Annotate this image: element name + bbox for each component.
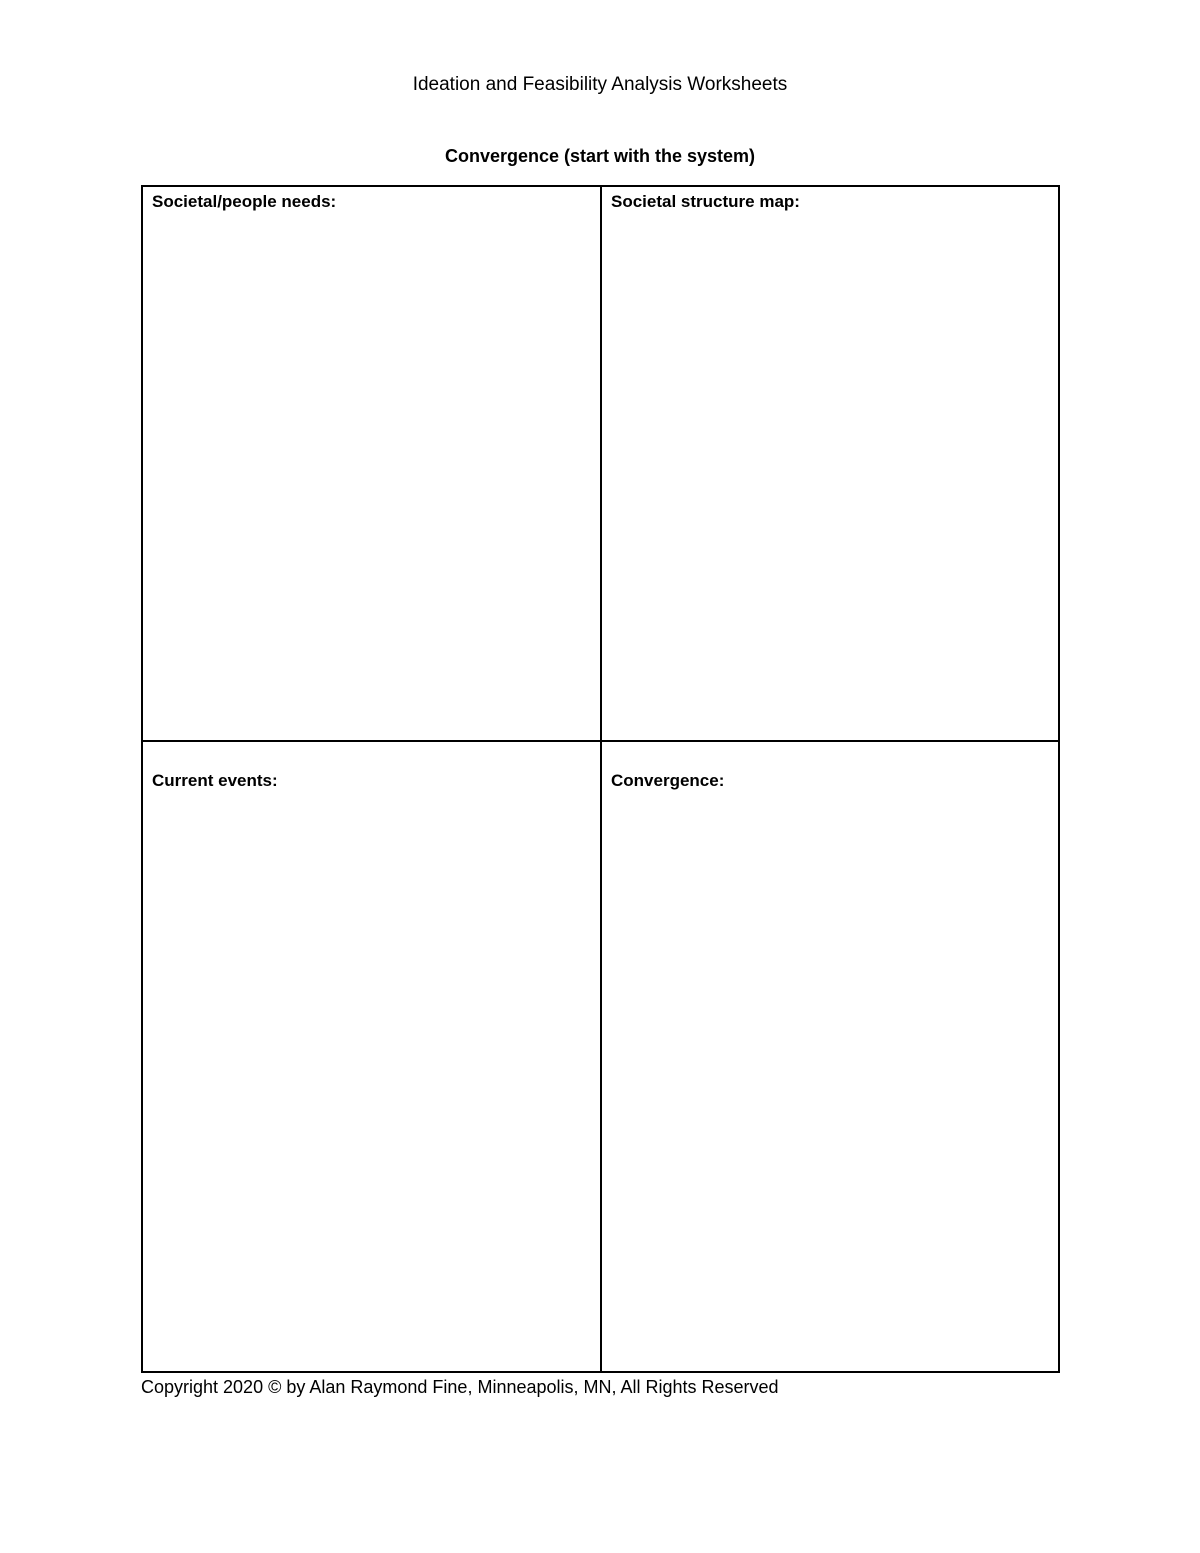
cell-label-current-events: Current events: [152, 771, 278, 790]
worksheet-grid [141, 185, 1060, 1373]
cell-label-convergence: Convergence: [611, 771, 725, 790]
copyright-footer: Copyright 2020 © by Alan Raymond Fine, Minneapolis, MN, All Rights Reserved [141, 1377, 779, 1397]
cell-label-societal-people-needs: Societal/people needs: [152, 192, 337, 211]
document-header: Ideation and Feasibility Analysis Worksheets [412, 74, 788, 95]
horizontal-divider [143, 740, 1058, 742]
worksheet-title: Convergence (start with the system) [444, 146, 756, 166]
vertical-divider [600, 187, 602, 1371]
cell-label-societal-structure-map: Societal structure map: [611, 192, 800, 211]
